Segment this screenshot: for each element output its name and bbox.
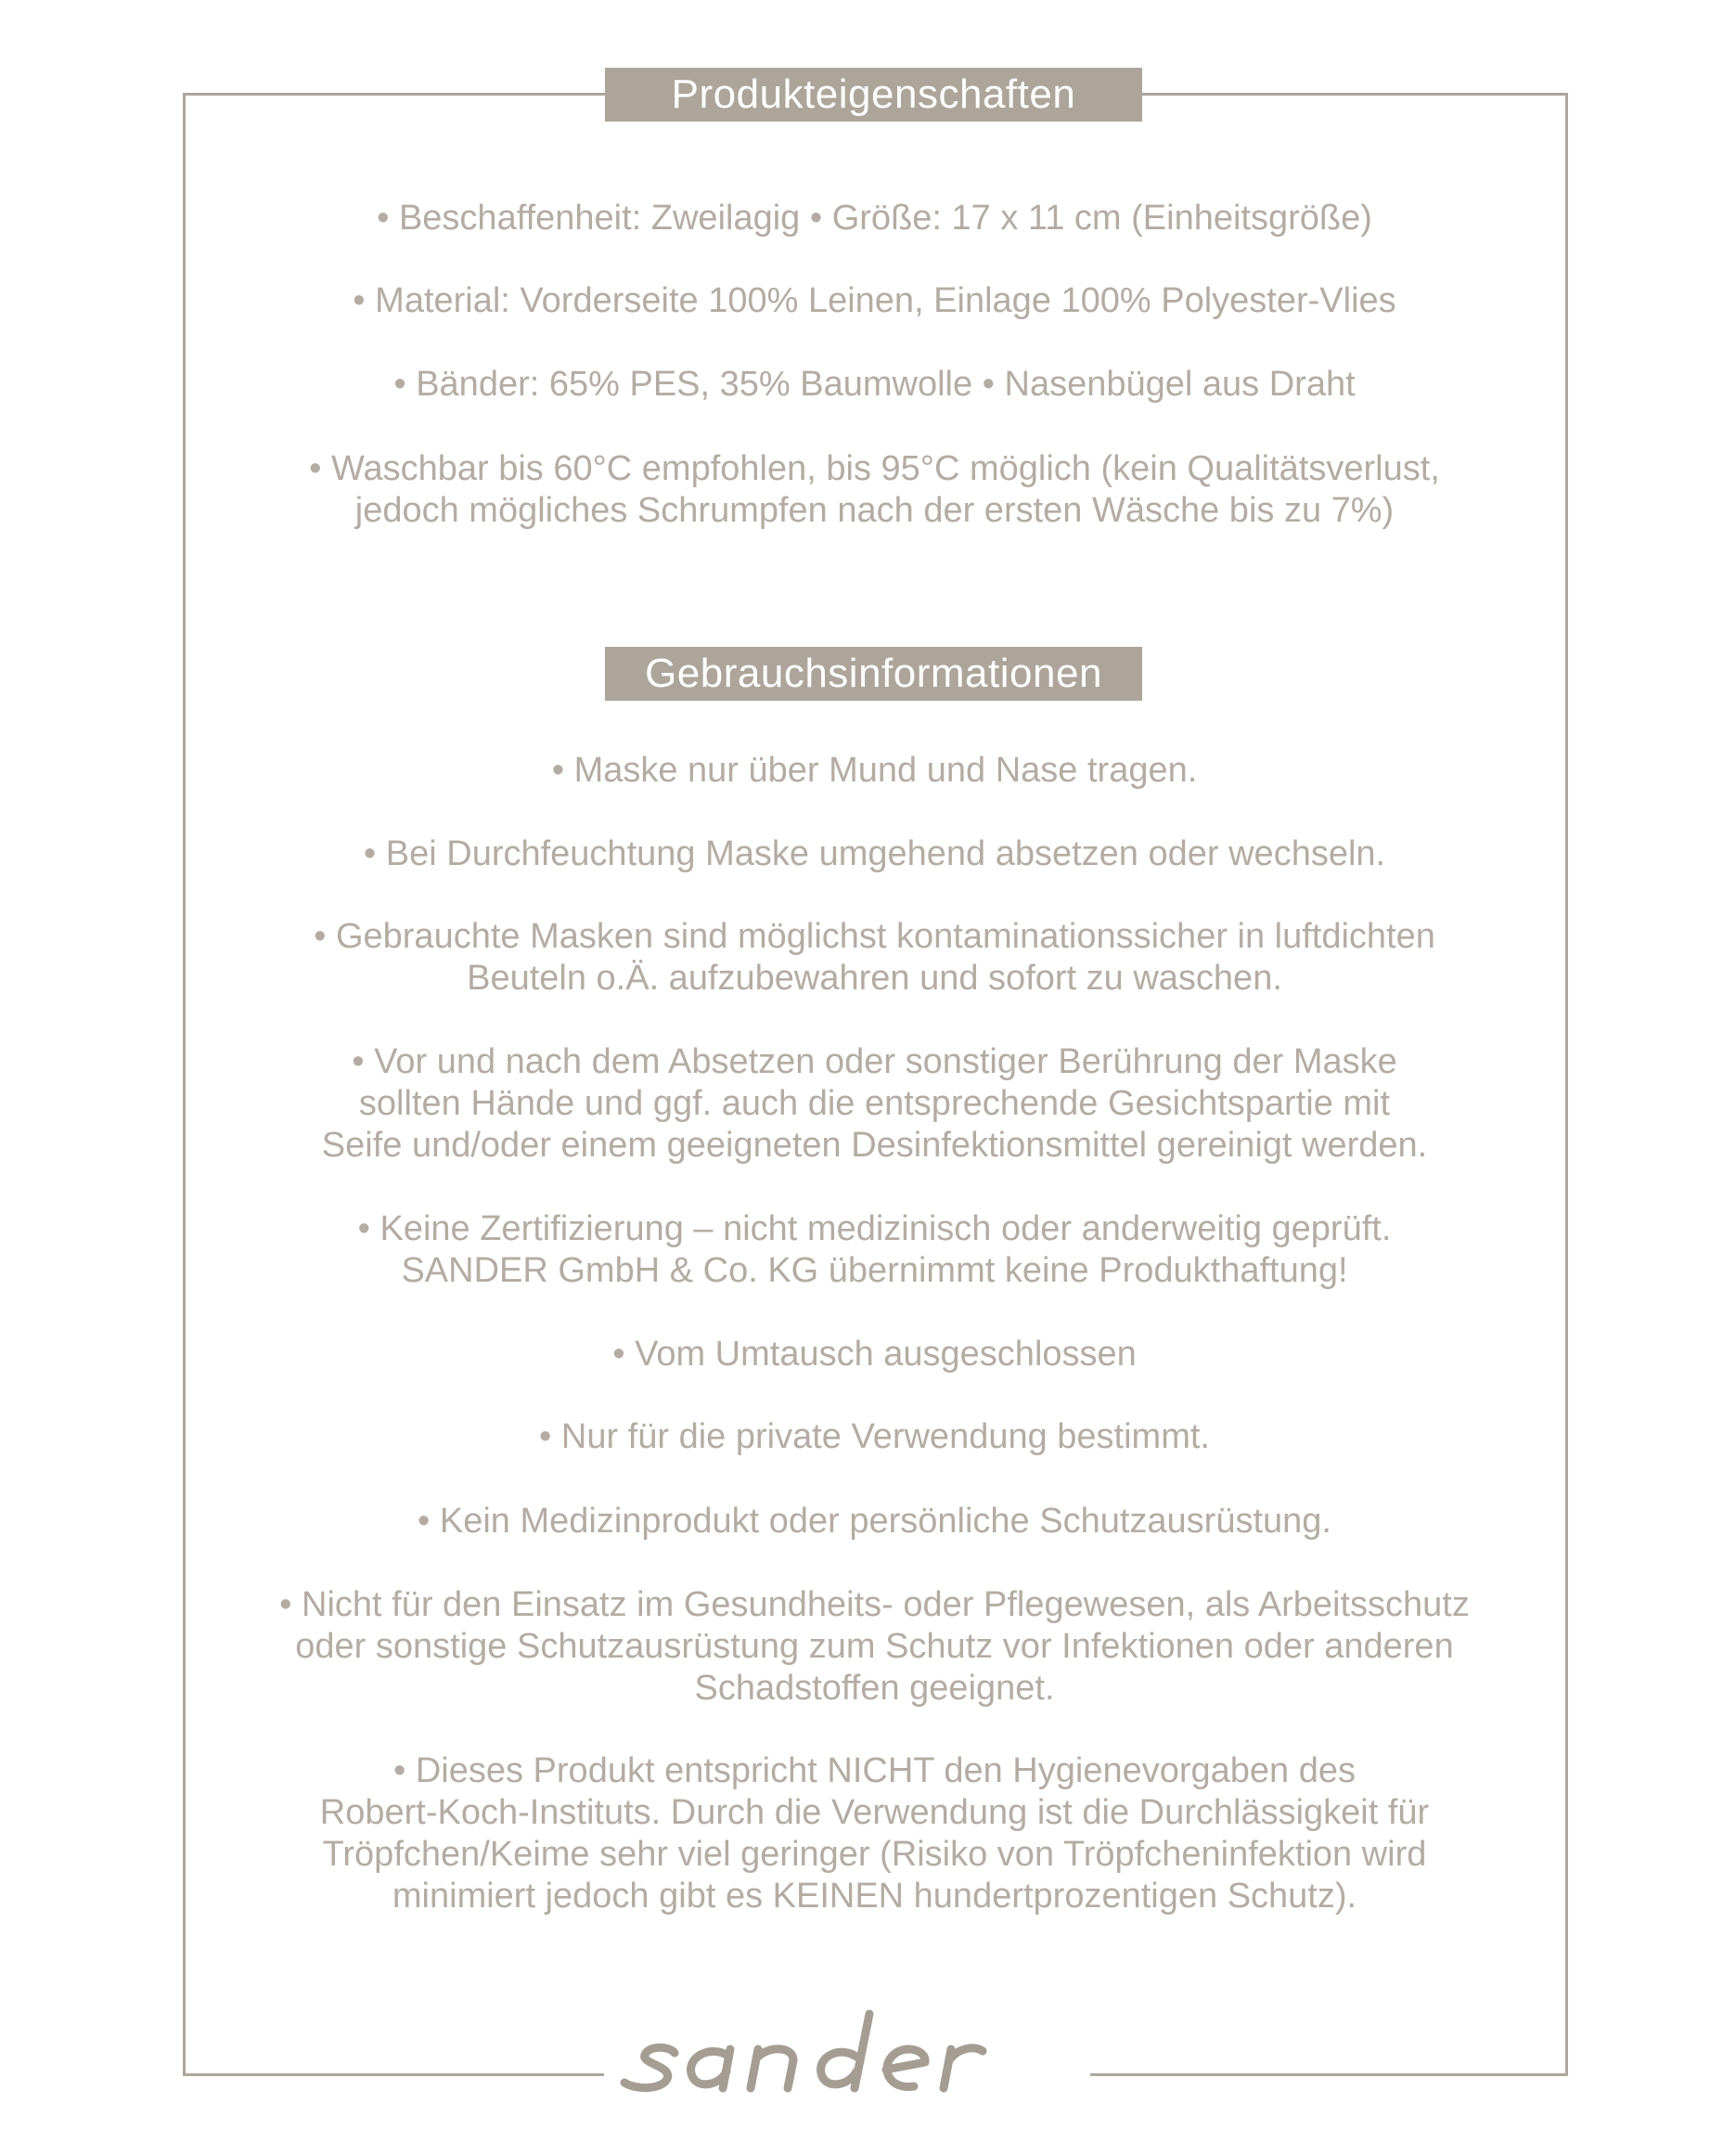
usage-item-exchange: • Vom Umtausch ausgeschlossen xyxy=(612,1335,1137,1374)
usage-item-hygiene: • Vor und nach dem Absetzen oder sonstiger Berührung der Maske sollten Hände und ggf. auch die entsprechende Gesichtspartie mit Seife und/oder einem geeigneten Desinfektionsmittel gereinigt werden. xyxy=(321,1042,1428,1165)
properties-item-texture-size: • Beschaffenheit: Zweilagig • Größe: 17 x 11 cm (Einheitsgröße) xyxy=(377,199,1372,238)
usage-item-private-use: • Nur für die private Verwendung bestimmt. xyxy=(539,1417,1210,1456)
frame-top-left-line xyxy=(183,93,605,96)
usage-item-rki-notice: • Dieses Produkt entspricht NICHT den Hygienevorgaben des Robert-Koch-Instituts. Durch die Verwendung ist die Durchlässigkeit für Tröpfchen/Keime sehr viel geringer (Risiko von Tröpfcheninfektion wird minimiert jedoch gibt es KEINEN hundertprozentigen Schutz). xyxy=(319,1751,1430,1916)
frame-right-line xyxy=(1565,93,1568,2076)
usage-item-certification: • Keine Zertifizierung – nicht medizinisch oder anderweitig geprüft. SANDER GmbH & Co. KG übernimmt keine Produkthaftung! xyxy=(357,1209,1392,1290)
usage-item-wear: • Maske nur über Mund und Nase tragen. xyxy=(551,751,1198,790)
usage-section-title: Gebrauchsinformationen xyxy=(605,647,1142,701)
logo-text xyxy=(608,2116,609,2117)
sander-logo-mark xyxy=(608,2005,1090,2116)
usage-item-storage: • Gebrauchte Masken sind möglichst kontaminationssicher in luftdichten Beuteln o.Ä. aufzubewahren und sofort zu waschen. xyxy=(314,917,1435,998)
properties-item-material: • Material: Vorderseite 100% Leinen, Einlage 100% Polyester-Vlies xyxy=(353,281,1396,320)
frame-bottom-right-line xyxy=(1090,2073,1568,2076)
frame-top-right-line xyxy=(1142,93,1568,96)
frame-left-line xyxy=(183,93,186,2076)
frame-bottom-left-line xyxy=(183,2073,604,2076)
sander-logo xyxy=(608,2005,1090,2116)
properties-item-washing: • Waschbar bis 60°C empfohlen, bis 95°C möglich (kein Qualitätsverlust, jedoch mögliches Schrumpfen nach der ersten Wäsche bis zu 7%) xyxy=(309,449,1440,530)
usage-item-moisture: • Bei Durchfeuchtung Maske umgehend absetzen oder wechseln. xyxy=(363,834,1386,873)
properties-section-title: Produkteigenschaften xyxy=(605,68,1142,122)
usage-item-not-medical: • Kein Medizinprodukt oder persönliche Schutzausrüstung. xyxy=(418,1502,1331,1541)
properties-item-bands: • Bänder: 65% PES, 35% Baumwolle • Nasenbügel aus Draht xyxy=(393,365,1356,404)
usage-item-not-healthcare: • Nicht für den Einsatz im Gesundheits- oder Pflegewesen, als Arbeitsschutz oder sonstige Schutzausrüstung zum Schutz vor Infektionen oder anderen Schadstoffen geeignet. xyxy=(279,1585,1470,1708)
